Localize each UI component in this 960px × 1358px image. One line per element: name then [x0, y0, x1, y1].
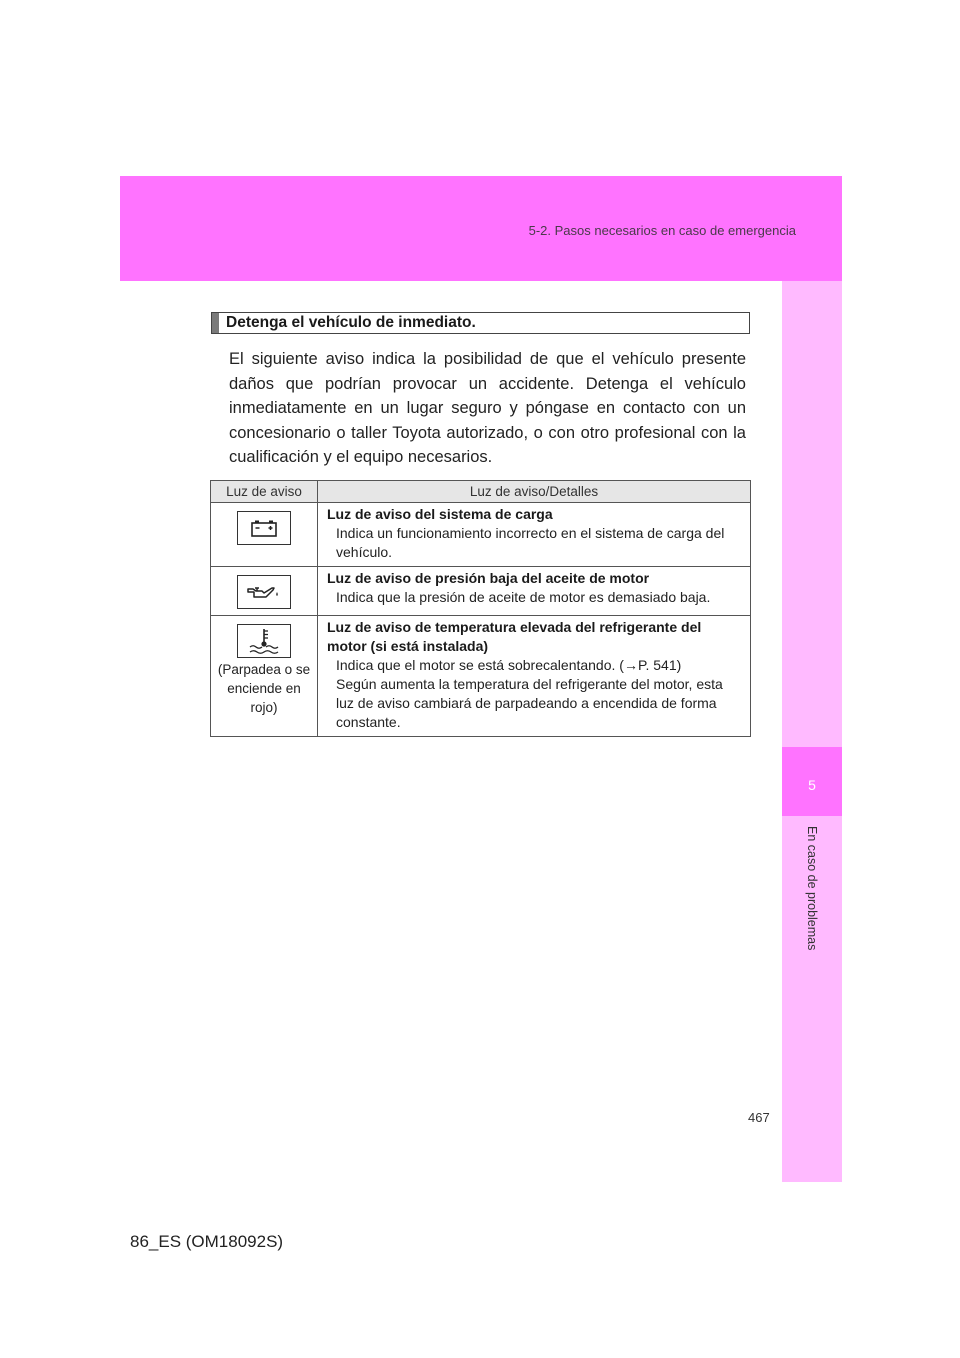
column-header-details: Luz de aviso/Detalles — [318, 481, 751, 503]
oil-can-icon — [237, 575, 291, 609]
document-id: 86_ES (OM18092S) — [130, 1232, 284, 1251]
icon-cell — [211, 567, 318, 616]
warning-title: Luz de aviso del sistema de carga — [327, 506, 553, 522]
chapter-title: En caso de problemas — [805, 826, 819, 951]
warning-lights-table — [210, 480, 751, 737]
section-title-bar — [212, 313, 219, 333]
table-row — [211, 616, 751, 737]
side-tab-lower — [782, 816, 842, 1182]
section-title-box — [211, 312, 750, 334]
icon-cell — [211, 503, 318, 567]
icon-caption: (Parpadea o se enciende en rojo) — [217, 662, 311, 715]
details-cell — [318, 567, 751, 616]
warning-title: Luz de aviso de temperatura elevada del refrigerante del motor (si está instalada) — [327, 619, 702, 654]
page-number: 467 — [748, 1110, 770, 1125]
warning-title: Luz de aviso de presión baja del aceite de motor — [327, 570, 650, 586]
table-row — [211, 567, 751, 616]
warning-detail: Indica que la presión de aceite de motor es demasiado baja. — [336, 589, 711, 605]
coolant-temperature-icon — [237, 624, 291, 658]
side-tab-upper — [782, 281, 842, 747]
intro-paragraph: El siguiente aviso indica la posibilidad de que el vehículo presente daños que podrían provocar un accidente. Detenga el vehículo inmediatamente en un lugar seguro y póngase en contacto con un concesionario o taller Toyota autorizado, o con otro profesional con la cualificación y el equipo necesarios. — [229, 350, 746, 466]
warning-detail: Indica un funcionamiento incorrecto en el sistema de carga del vehículo. — [336, 525, 725, 560]
details-cell — [318, 616, 751, 737]
details-cell — [318, 503, 751, 567]
chapter-number-tab: 5 — [782, 747, 842, 816]
header-band — [120, 176, 842, 281]
header-section-title: 5-2. Pasos necesarios en caso de emergencia — [528, 223, 796, 238]
warning-detail: Indica que el motor se está sobrecalentando. (→P. 541) — [336, 657, 682, 673]
icon-cell — [211, 616, 318, 737]
warning-detail: Según aumenta la temperatura del refrigerante del motor, esta luz de aviso cambiará de parpadeando a encendida de forma constante. — [336, 676, 723, 730]
battery-icon — [237, 511, 291, 545]
section-title: Detenga el vehículo de inmediato. — [226, 314, 476, 331]
table-row — [211, 503, 751, 567]
column-header-light: Luz de aviso — [211, 481, 318, 503]
table-header-row — [211, 481, 751, 503]
